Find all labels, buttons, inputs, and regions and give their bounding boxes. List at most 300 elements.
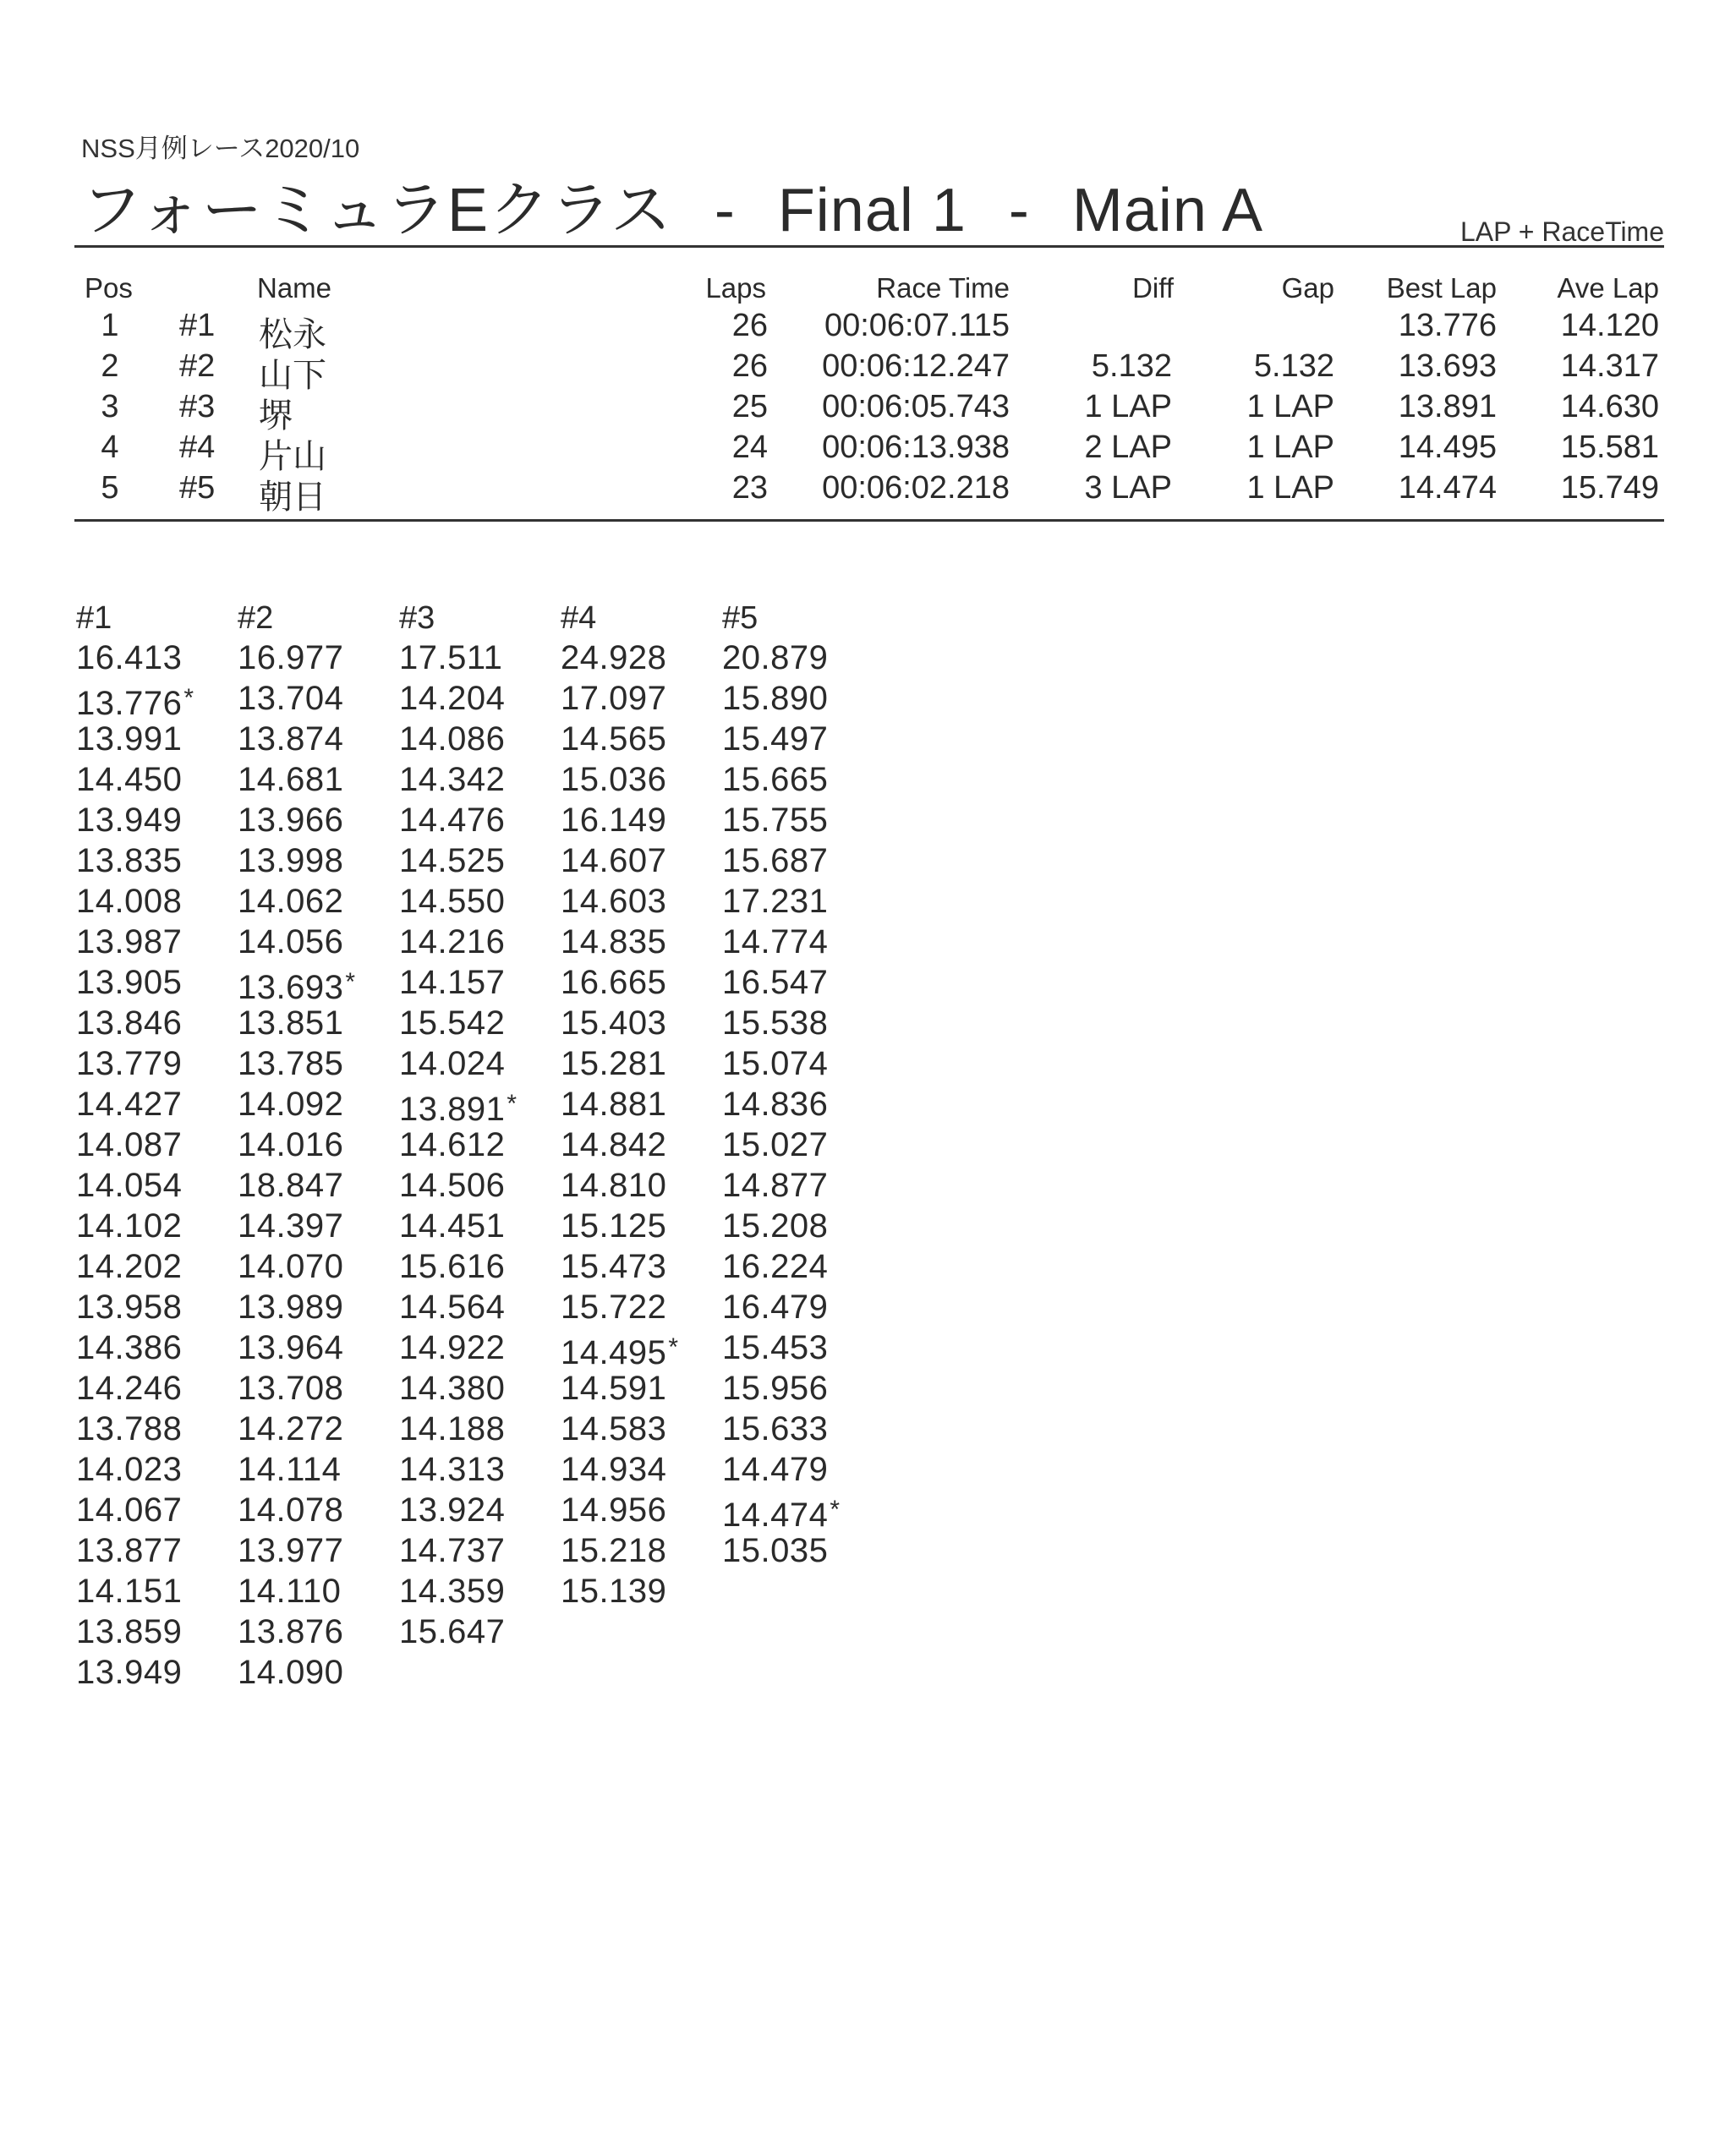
lap-time	[238, 1084, 390, 1125]
lap-time	[722, 678, 874, 719]
header-name: Name	[257, 272, 332, 304]
lap-time	[76, 1327, 228, 1368]
lap-time-value: 13.851	[238, 1004, 344, 1042]
lap-time-value: 14.612	[399, 1126, 506, 1163]
lap-time-value: 15.956	[722, 1370, 829, 1407]
lap-time	[238, 637, 390, 678]
lap-time	[238, 922, 390, 962]
lap-time	[238, 1246, 390, 1287]
lap-time	[76, 1165, 228, 1206]
lap-time-value: 16.547	[722, 964, 829, 1001]
lap-time	[399, 719, 551, 759]
lap-column	[399, 599, 551, 1652]
lap-time-value: 14.023	[76, 1451, 183, 1488]
lap-time	[76, 800, 228, 840]
lap-time-value: 14.216	[399, 923, 506, 960]
lap-time-value: 13.874	[238, 720, 344, 758]
lap-time-value: 14.202	[76, 1248, 183, 1285]
lap-time	[561, 881, 713, 922]
lap-time	[561, 1125, 713, 1165]
lap-time	[76, 719, 228, 759]
result-race-time: 00:06:05.743	[822, 389, 1010, 424]
lap-time-value: 15.722	[561, 1289, 667, 1326]
lap-time-value: 13.859	[76, 1613, 183, 1650]
lap-time	[76, 678, 228, 722]
lap-time	[76, 1084, 228, 1125]
lap-time	[399, 1003, 551, 1043]
lap-time	[722, 1409, 874, 1449]
result-driver-name: 片山	[259, 437, 326, 476]
result-car-number: #2	[179, 348, 216, 384]
lap-time	[722, 800, 874, 840]
header-best-lap: Best Lap	[1386, 272, 1497, 304]
lap-time-value: 13.949	[76, 802, 183, 839]
lap-time-value: 14.603	[561, 883, 667, 920]
lap-time	[76, 759, 228, 800]
lap-time-value: 14.877	[722, 1167, 829, 1204]
lap-time	[561, 1287, 713, 1327]
header-race-time: Race Time	[876, 272, 1010, 304]
lap-time	[399, 759, 551, 800]
lap-time	[399, 1125, 551, 1165]
lap-time-value: 14.506	[399, 1167, 506, 1204]
lap-column	[561, 599, 713, 1612]
lap-time	[238, 719, 390, 759]
class-name: フォーミュラEクラス	[81, 177, 672, 244]
lap-time	[238, 1368, 390, 1409]
lap-time-value: 14.479	[722, 1451, 829, 1488]
lap-time-value: 15.647	[399, 1613, 506, 1650]
lap-time	[722, 1449, 874, 1490]
result-driver-name: 朝日	[259, 478, 326, 517]
lap-time-value: 15.538	[722, 1004, 829, 1042]
lap-time	[399, 1287, 551, 1327]
result-pos: 3	[101, 389, 119, 424]
lap-time	[399, 1246, 551, 1287]
results-divider	[74, 519, 1664, 522]
lap-time-value: 14.810	[561, 1167, 667, 1204]
lap-time	[561, 1084, 713, 1125]
lap-time-value: 15.665	[722, 761, 829, 798]
lap-time-value: 13.966	[238, 802, 344, 839]
lap-time	[561, 1165, 713, 1206]
lap-time	[76, 1125, 228, 1165]
result-pos: 2	[101, 348, 119, 384]
lap-time-value: 14.092	[238, 1086, 344, 1123]
lap-time-value: 13.989	[238, 1289, 344, 1326]
result-laps: 26	[731, 348, 768, 384]
result-pos: 4	[101, 430, 119, 465]
lap-time	[238, 1165, 390, 1206]
result-driver-name: 堺	[259, 397, 293, 435]
lap-time	[238, 1125, 390, 1165]
lap-time	[399, 962, 551, 1003]
result-laps: 25	[731, 389, 768, 424]
lap-time	[238, 1449, 390, 1490]
result-diff: 2 LAP	[1084, 430, 1172, 465]
result-best-lap: 13.776	[1398, 308, 1497, 343]
lap-time-value: 14.495	[561, 1334, 667, 1371]
lap-time-value: 13.846	[76, 1004, 183, 1042]
result-laps: 26	[731, 308, 768, 343]
lap-time	[561, 1327, 713, 1371]
lap-time	[722, 1125, 874, 1165]
best-lap-marker: *	[183, 684, 194, 712]
result-car-number: #1	[179, 308, 216, 343]
lap-time	[399, 840, 551, 881]
lap-time-value: 15.453	[722, 1329, 829, 1366]
lap-time	[399, 637, 551, 678]
title-separator: -	[1008, 177, 1030, 244]
lap-time	[561, 637, 713, 678]
lap-time-value: 13.987	[76, 923, 183, 960]
lap-time-value: 13.693	[238, 969, 344, 1006]
header-ave-lap: Ave Lap	[1557, 272, 1659, 304]
lap-time-value: 13.977	[238, 1532, 344, 1569]
lap-time	[722, 759, 874, 800]
lap-time	[238, 1612, 390, 1652]
lap-time-value: 14.090	[238, 1654, 344, 1691]
lap-time-value: 17.231	[722, 883, 829, 920]
lap-time-value: 13.785	[238, 1045, 344, 1082]
lap-time	[399, 1368, 551, 1409]
lap-time	[76, 1490, 228, 1530]
lap-time-value: 14.157	[399, 964, 506, 1001]
lap-time-value: 14.359	[399, 1573, 506, 1610]
lap-time	[76, 1246, 228, 1287]
lap-time	[722, 719, 874, 759]
lap-time-value: 15.633	[722, 1410, 829, 1447]
lap-time-value: 14.836	[722, 1086, 829, 1123]
result-best-lap: 14.495	[1398, 430, 1497, 465]
lap-time-value: 15.542	[399, 1004, 506, 1042]
heat-name: Main A	[1071, 177, 1264, 244]
lap-time-value: 14.102	[76, 1207, 183, 1245]
lap-time	[722, 962, 874, 1003]
lap-time	[722, 1530, 874, 1571]
lap-time-value: 16.479	[722, 1289, 829, 1326]
lap-time	[399, 881, 551, 922]
lap-time-value: 20.879	[722, 639, 829, 676]
lap-time-value: 14.062	[238, 883, 344, 920]
result-car-number: #3	[179, 389, 216, 424]
lap-time-value: 16.224	[722, 1248, 829, 1285]
lap-time-value: 15.208	[722, 1207, 829, 1245]
lap-time	[399, 800, 551, 840]
lap-time	[399, 922, 551, 962]
lap-time-value: 15.890	[722, 680, 829, 717]
lap-time-value: 14.451	[399, 1207, 506, 1245]
lap-time-value: 14.737	[399, 1532, 506, 1569]
result-driver-name: 松永	[259, 315, 326, 354]
result-ave-lap: 14.630	[1560, 389, 1659, 424]
lap-time	[722, 1165, 874, 1206]
lap-time	[238, 1409, 390, 1449]
lap-time	[76, 1043, 228, 1084]
result-gap: 1 LAP	[1246, 389, 1334, 424]
lap-time-value: 14.550	[399, 883, 506, 920]
result-gap: 1 LAP	[1246, 430, 1334, 465]
lap-time-value: 14.380	[399, 1370, 506, 1407]
lap-time-value: 13.991	[76, 720, 183, 758]
lap-time-value: 14.151	[76, 1573, 183, 1610]
lap-time	[399, 678, 551, 719]
lap-time	[561, 1490, 713, 1530]
result-race-time: 00:06:13.938	[822, 430, 1010, 465]
lap-column	[238, 599, 390, 1693]
lap-time-value: 15.616	[399, 1248, 506, 1285]
lap-column	[76, 599, 228, 1693]
lap-time	[722, 881, 874, 922]
lap-time-value: 14.067	[76, 1491, 183, 1529]
lap-time	[399, 1571, 551, 1612]
result-gap: 1 LAP	[1246, 470, 1334, 506]
lap-time-value: 13.776	[76, 685, 183, 722]
lap-time	[399, 1449, 551, 1490]
lap-time	[238, 759, 390, 800]
lap-time	[76, 881, 228, 922]
lap-time-value: 14.607	[561, 842, 667, 879]
lap-time-value: 14.008	[76, 883, 183, 920]
lap-time-value: 14.386	[76, 1329, 183, 1366]
lap-time	[561, 719, 713, 759]
lap-time-value: 14.087	[76, 1126, 183, 1163]
round-name: Final 1	[777, 177, 967, 244]
result-laps: 24	[731, 430, 768, 465]
lap-time-value: 14.313	[399, 1451, 506, 1488]
lap-time	[238, 1003, 390, 1043]
lap-time	[561, 1409, 713, 1449]
lap-time	[561, 1530, 713, 1571]
lap-time-value: 14.842	[561, 1126, 667, 1163]
lap-time	[561, 922, 713, 962]
lap-time-value: 14.565	[561, 720, 667, 758]
lap-time	[722, 1490, 874, 1534]
lap-time-value: 14.246	[76, 1370, 183, 1407]
lap-time	[561, 1368, 713, 1409]
result-laps: 23	[731, 470, 768, 506]
lap-time-value: 14.272	[238, 1410, 344, 1447]
lap-time	[76, 1287, 228, 1327]
lap-time	[722, 1084, 874, 1125]
result-diff: 5.132	[1091, 348, 1172, 384]
lap-time	[76, 1449, 228, 1490]
lap-time-value: 13.998	[238, 842, 344, 879]
lap-time-value: 14.342	[399, 761, 506, 798]
lap-time-value: 14.204	[399, 680, 506, 717]
lap-time	[76, 1652, 228, 1693]
lap-column-header: #2	[238, 600, 274, 636]
lap-time-value: 15.027	[722, 1126, 829, 1163]
result-race-time: 00:06:07.115	[824, 308, 1010, 343]
lap-time-value: 13.964	[238, 1329, 344, 1366]
result-race-time: 00:06:02.218	[822, 470, 1010, 506]
lap-time	[722, 1368, 874, 1409]
lap-time	[399, 1530, 551, 1571]
lap-time	[238, 1652, 390, 1693]
lap-time-value: 14.114	[238, 1451, 342, 1488]
header-diff: Diff	[1132, 272, 1174, 304]
lap-time	[399, 1043, 551, 1084]
result-driver-name: 山下	[259, 356, 326, 395]
lap-time-value: 13.704	[238, 680, 344, 717]
lap-time	[238, 1327, 390, 1368]
lap-time-value: 14.583	[561, 1410, 667, 1447]
result-car-number: #5	[179, 470, 216, 506]
lap-time-value: 14.056	[238, 923, 344, 960]
lap-time-value: 14.591	[561, 1370, 667, 1407]
lap-column-header: #4	[561, 600, 597, 636]
lap-time	[238, 1571, 390, 1612]
lap-time	[76, 922, 228, 962]
lap-time	[561, 1206, 713, 1246]
lap-time-value: 13.891	[399, 1091, 506, 1128]
lap-time	[238, 1043, 390, 1084]
lap-time	[238, 840, 390, 881]
lap-time	[238, 881, 390, 922]
lap-time-value: 18.847	[238, 1167, 344, 1204]
result-pos: 1	[101, 308, 119, 343]
result-best-lap: 13.693	[1398, 348, 1497, 384]
header-pos: Pos	[85, 272, 133, 304]
lap-time-value: 16.665	[561, 964, 667, 1001]
lap-time-value: 14.956	[561, 1491, 667, 1529]
lap-time-value: 16.413	[76, 639, 183, 676]
lap-time-value: 14.774	[722, 923, 829, 960]
result-ave-lap: 14.317	[1560, 348, 1659, 384]
lap-time-value: 13.835	[76, 842, 183, 879]
lap-time	[561, 1246, 713, 1287]
lap-time-value: 13.876	[238, 1613, 344, 1650]
lap-column-header: #3	[399, 600, 435, 636]
lap-time	[399, 1490, 551, 1530]
lap-time-value: 14.110	[238, 1573, 342, 1610]
lap-time	[399, 1612, 551, 1652]
lap-time	[76, 962, 228, 1003]
race-title	[81, 161, 1263, 249]
lap-time	[722, 637, 874, 678]
best-lap-marker: *	[507, 1090, 518, 1118]
header-divider	[74, 245, 1664, 248]
lap-time-value: 14.450	[76, 761, 183, 798]
result-pos: 5	[101, 470, 119, 506]
result-ave-lap: 15.581	[1560, 430, 1659, 465]
lap-time-value: 13.958	[76, 1289, 183, 1326]
lap-time	[238, 800, 390, 840]
lap-time-value: 14.881	[561, 1086, 667, 1123]
result-ave-lap: 15.749	[1560, 470, 1659, 506]
lap-time-value: 13.905	[76, 964, 183, 1001]
result-ave-lap: 14.120	[1560, 308, 1659, 343]
lap-time-value: 13.788	[76, 1410, 183, 1447]
lap-time-value: 13.877	[76, 1532, 183, 1569]
lap-time-value: 14.835	[561, 923, 667, 960]
lap-time	[722, 1246, 874, 1287]
lap-time-value: 15.497	[722, 720, 829, 758]
lap-time	[722, 1327, 874, 1368]
lap-time-value: 14.525	[399, 842, 506, 879]
lap-time-value: 14.922	[399, 1329, 506, 1366]
lap-time	[238, 1287, 390, 1327]
lap-time-value: 14.397	[238, 1207, 344, 1245]
lap-time	[722, 1043, 874, 1084]
lap-time-value: 15.125	[561, 1207, 667, 1245]
lap-column-header: #5	[722, 600, 758, 636]
lap-time	[399, 1327, 551, 1368]
result-best-lap: 13.891	[1398, 389, 1497, 424]
lap-time-value: 13.779	[76, 1045, 183, 1082]
lap-time	[76, 1368, 228, 1409]
lap-time-value: 15.218	[561, 1532, 667, 1569]
lap-time-value: 16.149	[561, 802, 667, 839]
lap-time-value: 13.949	[76, 1654, 183, 1691]
title-separator: -	[714, 177, 736, 244]
result-diff: 3 LAP	[1084, 470, 1172, 506]
lap-time-value: 14.188	[399, 1410, 506, 1447]
lap-time-value: 15.035	[722, 1532, 829, 1569]
lap-time-value: 15.139	[561, 1573, 667, 1610]
lap-time	[561, 1043, 713, 1084]
lap-time-value: 14.016	[238, 1126, 344, 1163]
lap-time	[722, 922, 874, 962]
result-race-time: 00:06:12.247	[822, 348, 1010, 384]
result-gap: 5.132	[1253, 348, 1334, 384]
lap-time	[561, 678, 713, 719]
lap-column	[722, 599, 874, 1571]
lap-time	[399, 1084, 551, 1128]
lap-time	[76, 1206, 228, 1246]
lap-time	[399, 1206, 551, 1246]
event-name: NSS月例レース2020/10	[81, 134, 360, 163]
lap-time-value: 15.281	[561, 1045, 667, 1082]
lap-time-value: 14.024	[399, 1045, 506, 1082]
lap-time-value: 14.070	[238, 1248, 344, 1285]
lap-time-value: 15.473	[561, 1248, 667, 1285]
lap-time	[238, 962, 390, 1006]
lap-time	[722, 1003, 874, 1043]
lap-time	[561, 1449, 713, 1490]
lap-time	[561, 1571, 713, 1612]
lap-time	[722, 1287, 874, 1327]
lap-time	[561, 962, 713, 1003]
lap-time	[561, 1003, 713, 1043]
lap-time-value: 16.977	[238, 639, 344, 676]
lap-time-value: 15.755	[722, 802, 829, 839]
lap-time	[76, 1571, 228, 1612]
lap-time	[722, 1206, 874, 1246]
lap-time	[238, 1530, 390, 1571]
lap-time-value: 14.078	[238, 1491, 344, 1529]
lap-time-value: 14.564	[399, 1289, 506, 1326]
lap-time	[399, 1409, 551, 1449]
lap-time	[238, 1490, 390, 1530]
report-type: LAP + RaceTime	[1460, 216, 1664, 247]
header-laps: Laps	[705, 272, 766, 304]
best-lap-marker: *	[830, 1496, 841, 1524]
lap-time	[76, 1409, 228, 1449]
result-diff: 1 LAP	[1084, 389, 1172, 424]
lap-time	[722, 840, 874, 881]
lap-time-value: 15.687	[722, 842, 829, 879]
lap-time	[76, 840, 228, 881]
lap-time-value: 24.928	[561, 639, 667, 676]
lap-time-value: 14.476	[399, 802, 506, 839]
lap-time	[238, 678, 390, 719]
lap-time	[76, 1003, 228, 1043]
lap-time-value: 13.924	[399, 1491, 506, 1529]
lap-time-value: 14.681	[238, 761, 344, 798]
lap-time	[399, 1165, 551, 1206]
